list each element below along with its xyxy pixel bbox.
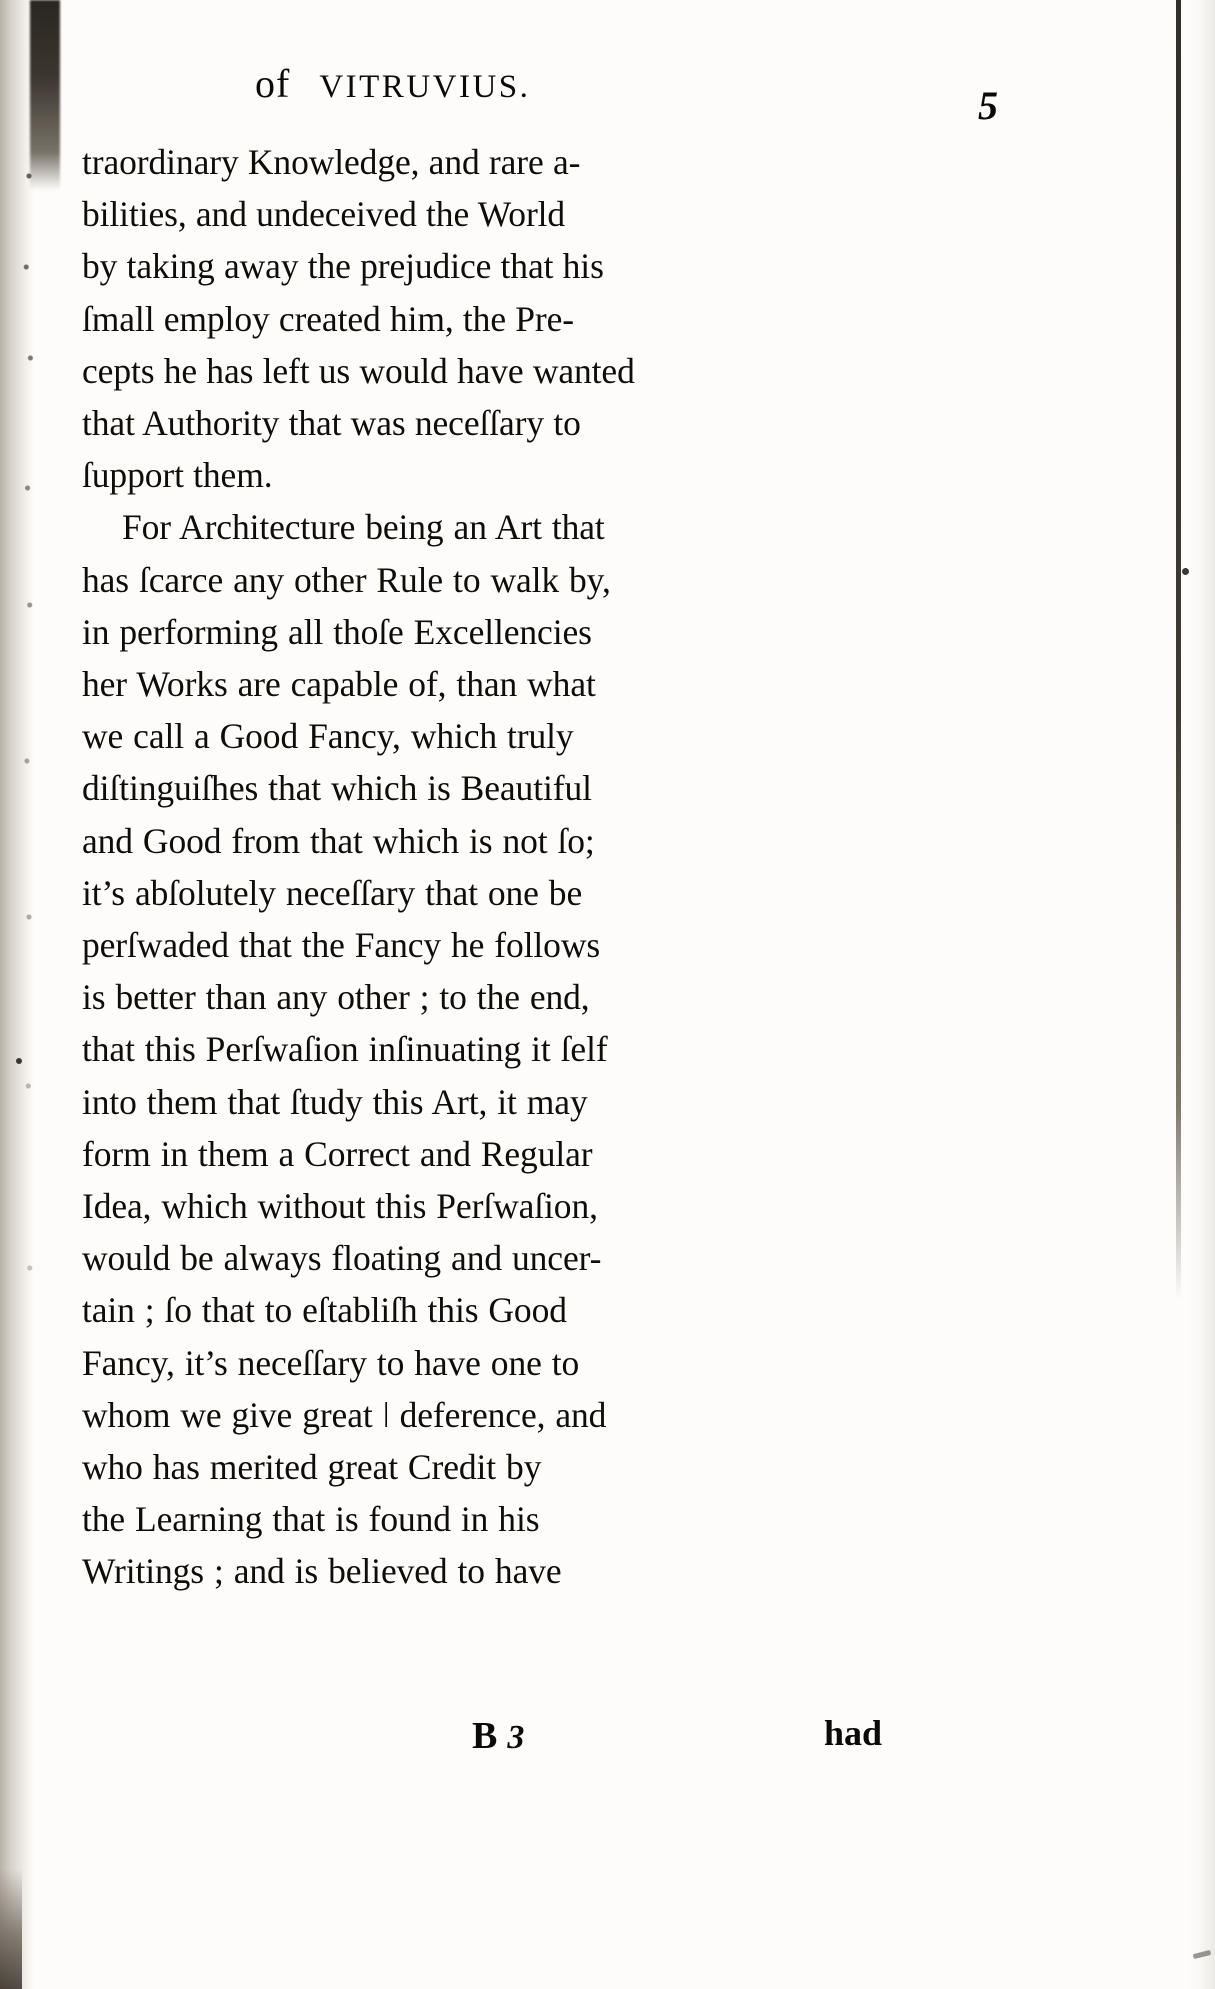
text-line: Fancy, it’s neceſſary to have one to (82, 1342, 580, 1383)
page-footer (82, 1714, 902, 1768)
text-line: perſwaded that the Fancy he follows (82, 925, 601, 966)
text-line: diſtinguiſhes that which is Beautiful (82, 768, 592, 809)
text-line: the Learning that is found in his (82, 1499, 540, 1540)
text-line: bilities, and undeceived the World (82, 194, 566, 235)
body-text (82, 136, 902, 1598)
paragraph-2 (82, 501, 902, 1597)
text-line: tain ; ſo that to eſtabliſh this Good (82, 1290, 567, 1331)
text-line: by taking away the prejudice that his (82, 246, 604, 287)
folio-number: 5 (978, 83, 998, 128)
text-line: it’s abſolutely neceſſary that one be (82, 872, 583, 913)
text-line: cepts he has left us would have wanted (82, 350, 635, 391)
page-title (255, 60, 530, 107)
text-line: has ſcarce any other Rule to walk by, (82, 559, 611, 600)
right-edge-shadow (1185, 0, 1215, 1989)
running-head-word-of: of (255, 61, 291, 106)
left-edge-speckles (22, 150, 36, 1450)
text-line: is better than any other ; to the end, (82, 977, 590, 1018)
text-line: ſupport them. (82, 455, 273, 496)
text-line: her Works are capable of, than what (82, 664, 596, 705)
text-line: form in them a Correct and Regular (82, 1133, 593, 1174)
text-line: Writings ; and is believed to have (82, 1551, 562, 1592)
signature-mark (472, 1714, 526, 1758)
text-line: For Architecture being an Art that (122, 507, 605, 548)
text-line: would be always floating and uncer- (82, 1238, 602, 1279)
paragraph-1 (82, 136, 902, 501)
right-edge-rule (1176, 0, 1181, 1300)
catchword: had (824, 1713, 883, 1753)
text-line: who has merited great Credit by (82, 1447, 542, 1488)
text-line: into them that ſtudy this Art, it may (82, 1081, 588, 1122)
text-line: and Good from that which is not ſo; (82, 820, 595, 861)
running-head-title: VITRUVIUS. (319, 69, 531, 105)
text-line: in performing all thoſe Excellencies (82, 611, 592, 652)
text-line: ſmall employ created him, the Pre- (82, 298, 574, 339)
ink-speck-right (1182, 568, 1189, 575)
text-line: that Authority that was neceſſary to (82, 403, 581, 444)
text-line: we call a Good Fancy, which truly (82, 716, 574, 757)
text-line: traordinary Knowledge, and rare a- (82, 142, 581, 182)
bottom-left-edge-mark (0, 1869, 22, 1989)
signature-letter: B (472, 1715, 500, 1757)
text-line: Idea, which without this Perſwaſion, (82, 1186, 598, 1227)
text-line: whom we give great ǀ deference, and (82, 1394, 607, 1435)
ink-speck-left (16, 1058, 22, 1064)
running-head (0, 34, 1215, 128)
text-line: that this Perſwaſion inſinuating it ſelf (82, 1029, 608, 1070)
signature-number: 3 (507, 1719, 527, 1756)
